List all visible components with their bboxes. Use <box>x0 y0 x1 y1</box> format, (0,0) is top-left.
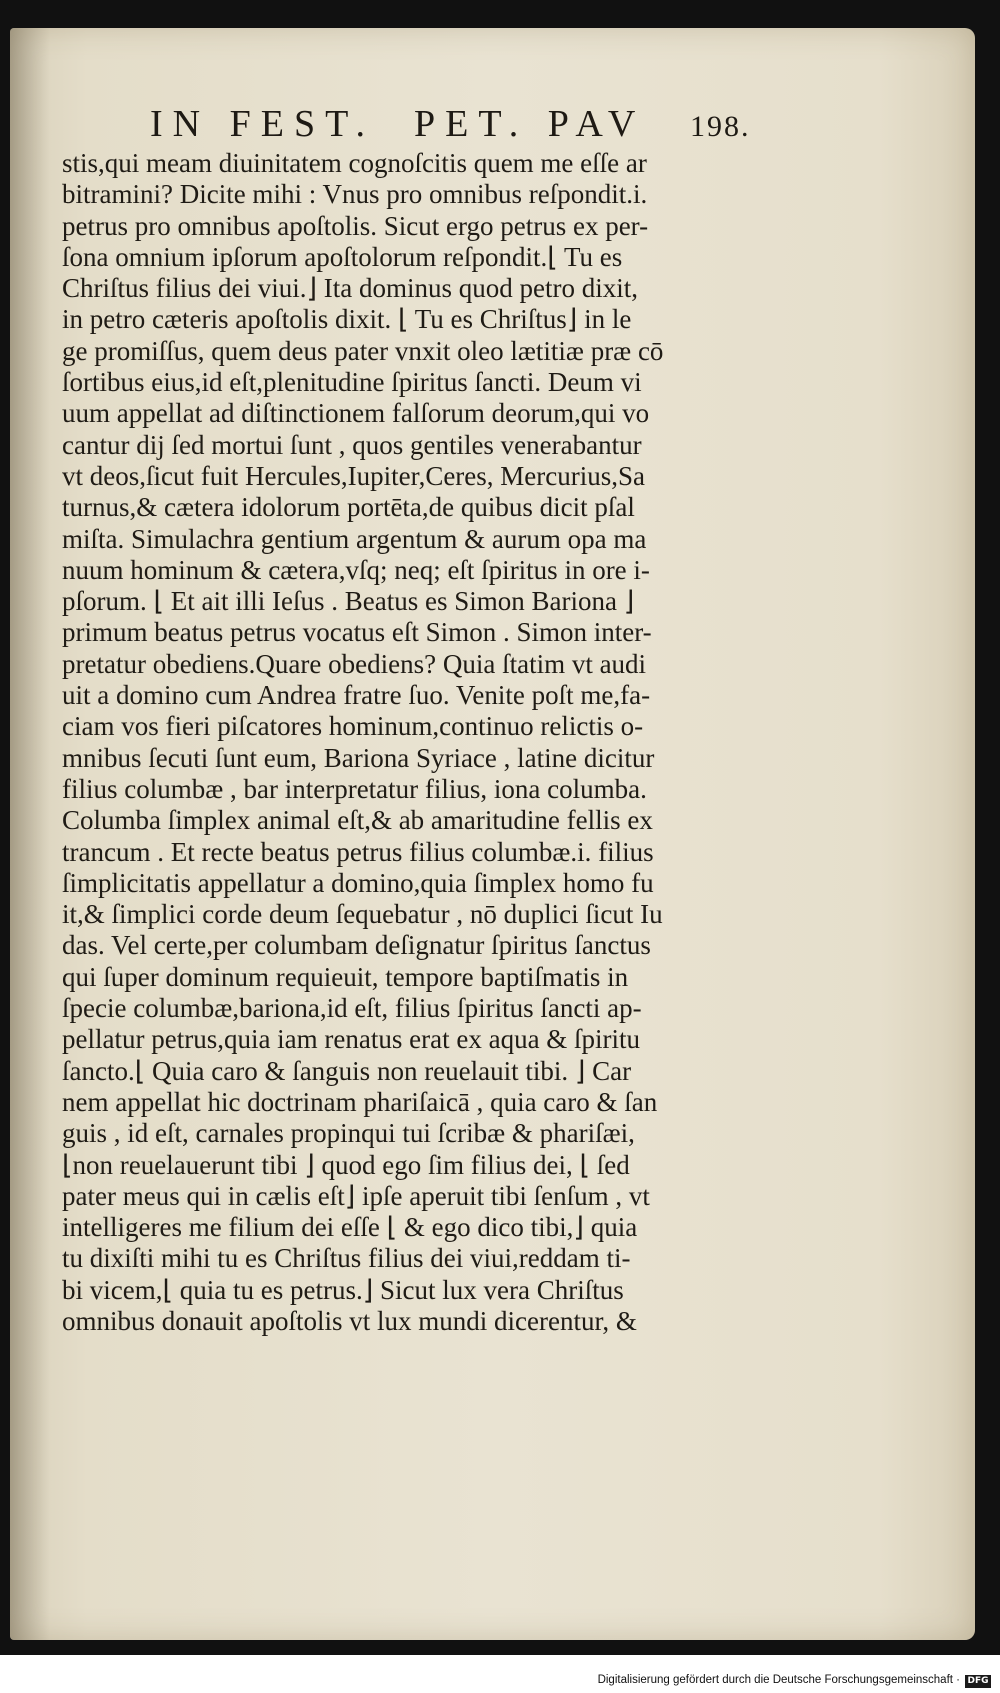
text-line: vt deos,ſicut fuit Hercules,Iupiter,Ceres, Mercurius,Sa <box>62 460 646 491</box>
running-head-title: IN FEST. PET. PAV <box>150 103 646 145</box>
text-line: petrus pro omnibus apoſtolis. Sicut ergo petrus ex per- <box>62 210 649 241</box>
text-line: intelligeres me filium dei eſſe ⌊ & ego dico tibi,⌋ quia <box>62 1212 638 1243</box>
text-line: pſorum. ⌊ Et ait illi Ieſus . Beatus es Simon Bariona ⌋ <box>62 586 635 617</box>
text-line: pater meus qui in cælis eſt⌋ ipſe aperuit tibi ſenſum , vt <box>62 1180 650 1211</box>
text-line: pellatur petrus,quia iam renatus erat ex aqua & ſpiritu <box>62 1024 641 1055</box>
text-line: in petro cæteris apoſtolis dixit. ⌊ Tu es Chriſtus⌋ in le <box>62 304 632 335</box>
text-line: ⌊non reuelauerunt tibi ⌋ quod ego ſim filius dei, ⌊ ſed <box>62 1149 630 1180</box>
text-line: bitramini? Dicite mihi : Vnus pro omnibus reſpondit.i. <box>62 179 648 210</box>
text-line: primum beatus petrus vocatus eſt Simon . Simon inter- <box>62 617 652 648</box>
dfg-logo-icon: DFG <box>965 1675 991 1688</box>
text-line: bi vicem,⌊ quia tu es petrus.⌋ Sicut lux vera Chriſtus <box>62 1274 624 1305</box>
funding-credit: Digitalisierung gefördert durch die Deutsche Forschungsgemeinschaft · <box>597 1674 960 1686</box>
text-line: filius columbæ , bar interpretatur filius, iona columba. <box>62 773 647 804</box>
text-line: qui ſuper dominum requieuit, tempore baptiſmatis in <box>62 961 629 992</box>
body-text <box>62 148 782 1337</box>
text-line: omnibus donauit apoſtolis vt lux mundi dicerentur, & <box>62 1305 637 1336</box>
text-line: it,& ſimplici corde deum ſequebatur , nō duplici ſicut Iu <box>62 899 663 930</box>
text-line: Chriſtus filius dei viui.⌋ Ita dominus quod petro dixit, <box>62 273 639 304</box>
text-line: uum appellat ad diſtinctionem falſorum deorum,qui vo <box>62 398 650 429</box>
text-line: cantur dij ſed mortui ſunt , quos gentiles venerabantur <box>62 429 642 460</box>
text-line: Columba ſimplex animal eſt,& ab amaritudine fellis ex <box>62 805 653 836</box>
text-line: guis , id eſt, carnales propinqui tui ſcribæ & phariſæi, <box>62 1118 635 1149</box>
page-gutter-shadow <box>10 28 50 1640</box>
text-line: ſortibus eius,id eſt,plenitudine ſpiritus ſancti. Deum vi <box>62 367 642 398</box>
text-line: miſta. Simulachra gentium argentum & aurum opa ma <box>62 523 647 554</box>
text-line: stis,qui meam diuinitatem cognoſcitis quem me eſſe ar <box>62 148 647 178</box>
text-line: mnibus ſecuti ſunt eum, Bariona Syriace , latine dicitur <box>62 742 655 773</box>
text-line: ſancto.⌊ Quia caro & ſanguis non reuelauit tibi. ⌋ Car <box>62 1055 632 1086</box>
text-line: trancum . Et recte beatus petrus filius columbæ.i. filius <box>62 836 654 867</box>
text-line: das. Vel certe,per columbam deſignatur ſpiritus ſanctus <box>62 930 651 961</box>
text-line: ſpecie columbæ,bariona,id eſt, filius ſpiritus ſancti ap- <box>62 993 642 1024</box>
text-line: ge promiſſus, quem deus pater vnxit oleo lætitiæ præ cō <box>62 335 664 366</box>
text-line: ſona omnium ipſorum apoſtolorum reſpondit.⌊ Tu es <box>62 241 623 272</box>
text-line: ſimplicitatis appellatur a domino,quia ſimplex homo fu <box>62 867 654 898</box>
text-line: ciam vos fieri piſcatores hominum,continuo relictis o- <box>62 711 644 742</box>
text-line: nuum hominum & cætera,vſq; neq; eſt ſpiritus in ore i- <box>62 554 650 585</box>
text-line: uit a domino cum Andrea fratre ſuo. Venite poſt me,fa- <box>62 680 651 711</box>
text-line: turnus,& cætera idolorum portēta,de quibus dicit pſal <box>62 492 635 523</box>
text-line: pretatur obediens.Quare obediens? Quia ſtatim vt audi <box>62 648 647 679</box>
text-line: nem appellat hic doctrinam phariſaicā , quia caro & ſan <box>62 1086 658 1117</box>
folio-number: 198. <box>690 110 751 143</box>
text-line: tu dixiſti mihi tu es Chriſtus filius dei viui,reddam ti- <box>62 1243 631 1274</box>
